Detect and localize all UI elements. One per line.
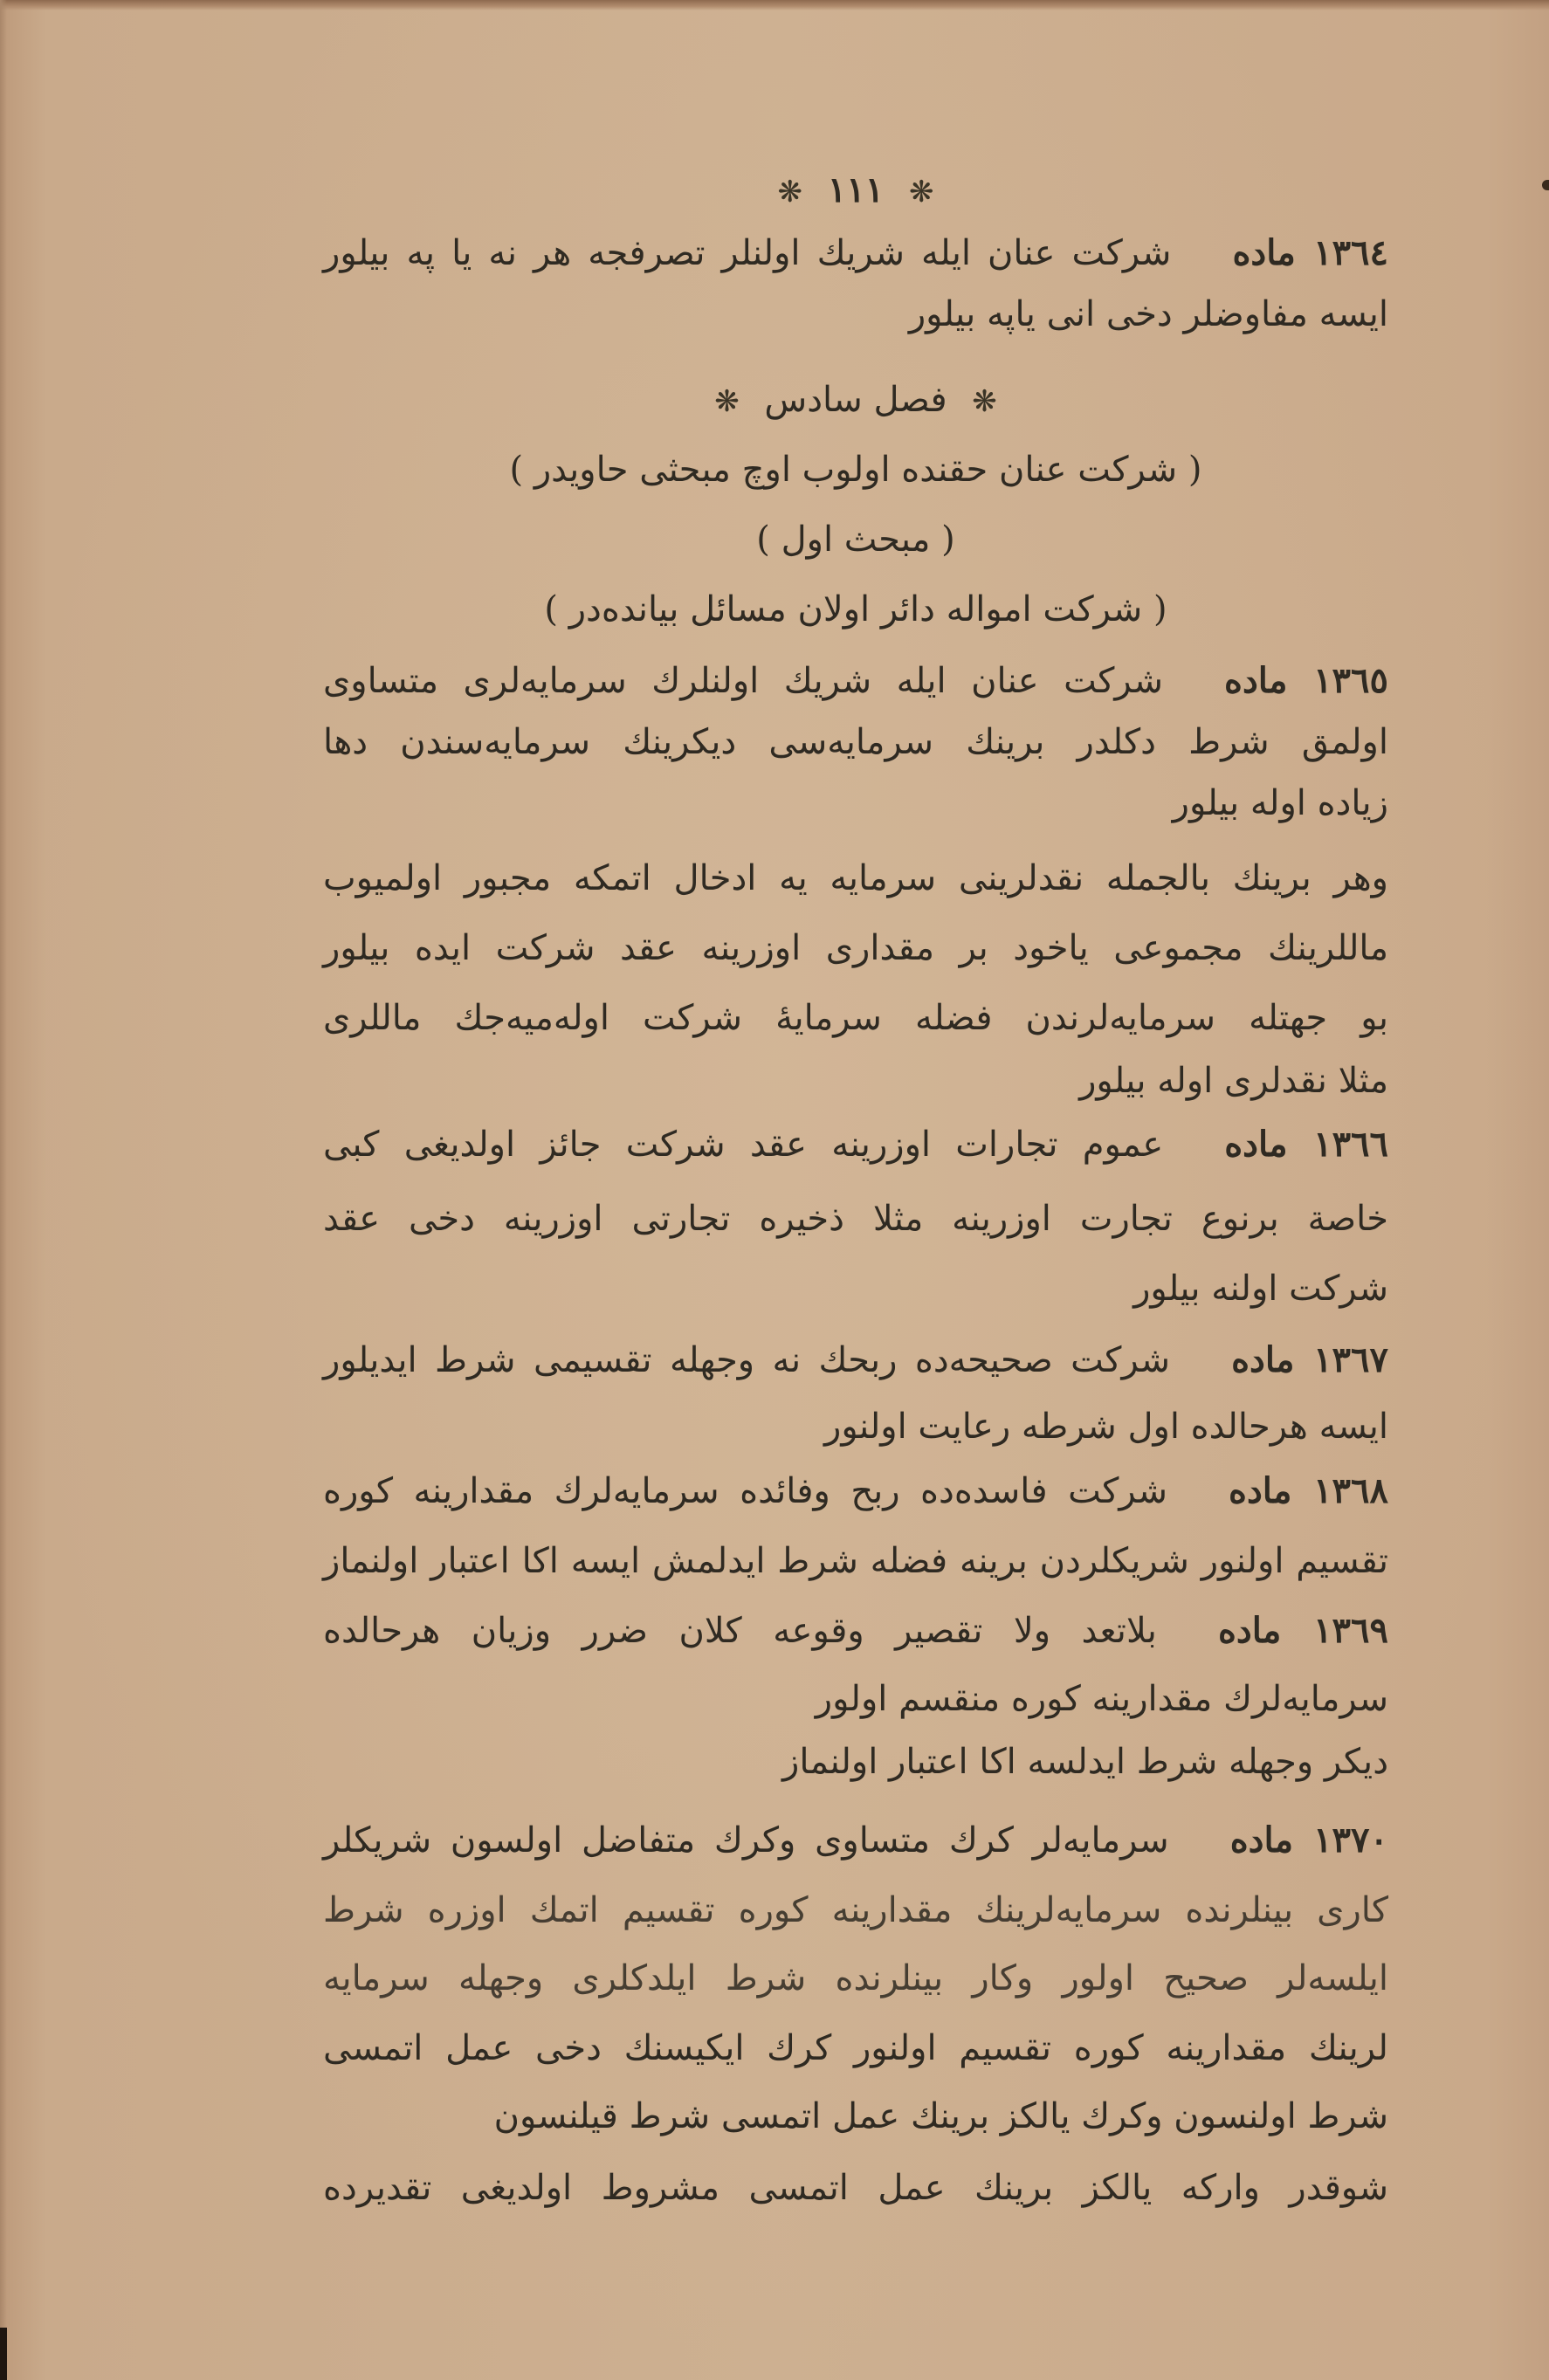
article-1368-line-1: ١٣٦٨ مادهشركت فاسده‌ده ربح وفائده سرمايه‌لرك مقدارينه كوره xyxy=(323,1470,1388,1511)
article-1365-line-6: بو جهتله سرمايه‌لرندن فضله سرمايهٔ شركت اوله‌ميه‌جك ماللرى xyxy=(323,998,1388,1038)
page-header xyxy=(323,166,1388,217)
article-number: ١٣٧٠ ماده xyxy=(1229,1819,1388,1861)
page-text xyxy=(323,0,1388,2380)
article-number: ١٣٦٧ ماده xyxy=(1231,1339,1388,1380)
article-1365-line-2: اولمق شرط دكلدر برينك سرمايه‌سى ديكرينك سرمايه‌سندن دها xyxy=(323,722,1388,762)
flower-ornament-icon: ❋ xyxy=(908,175,934,210)
page-number: ١١١ xyxy=(827,169,885,210)
flower-ornament-icon: ❋ xyxy=(777,175,803,210)
article-number: ١٣٦٤ ماده xyxy=(1232,232,1389,273)
page-edge-mark xyxy=(1542,180,1549,190)
article-1366-line-3: شركت اولنه بيلور xyxy=(1133,1269,1388,1309)
article-number: ١٣٦٦ ماده xyxy=(1224,1124,1389,1165)
article-number: ١٣٦٩ ماده xyxy=(1217,1610,1388,1651)
article-1364-line-1: ١٣٦٤ مادهشركت عنان ايله شريك اولنلر تصرفجه هر نه يا په بيلور xyxy=(323,232,1389,273)
article-1365-line-3: زياده اوله بيلور xyxy=(1172,783,1388,823)
article-1369-line-2: سرمايه‌لرك مقدارينه كوره منقسم اولور xyxy=(815,1679,1388,1719)
article-1366-line-2: خاصة برنوع تجارت اوزرينه مثلا ذخيره تجارتى اوزرينه دخى عقد xyxy=(323,1199,1388,1239)
article-1370-line-4: لرينك مقدارينه كوره تقسيم اولنور كرك ايكيسنك دخى عمل اتمسى xyxy=(323,2028,1388,2068)
section-title: ❋ فصل سادس ❋ xyxy=(323,375,1388,426)
section-subtitle: ( شركت عنان حقنده اولوب اوچ مبحثى حاويدر ) xyxy=(509,450,1202,490)
article-1365-line-5: ماللرينك مجموعى ياخود بر مقدارى اوزرينه عقد شركت ايده بيلور xyxy=(323,928,1388,968)
chapter-subtitle: ( شركت امواله دائر اولان مسائل بيانده‌در ) xyxy=(544,589,1167,629)
article-1370-line-2: كارى بينلرنده سرمايه‌لرينك مقدارينه كوره تقسيم اتمك اوزره شرط xyxy=(323,1890,1388,1930)
article-1367-line-1: ١٣٦٧ مادهشركت صحيحه‌ده ربحك نه وجهله تقسيمى شرط ايديلور xyxy=(323,1339,1388,1380)
flower-ornament-icon: ❋ xyxy=(972,384,997,419)
article-1366-line-1: ١٣٦٦ مادهعموم تجارات اوزرينه عقد شركت جائز اولديغى كبى xyxy=(323,1124,1389,1165)
article-1369-line-3: ديكر وجهله شرط ايدلسه اكا اعتبار اولنماز xyxy=(782,1742,1388,1782)
article-1365-line-1: ١٣٦٥ مادهشركت عنان ايله شريك اولنلرك سرمايه‌لرى متساوى xyxy=(323,660,1388,701)
article-number: ١٣٦٨ ماده xyxy=(1228,1470,1388,1511)
article-1368-line-2: تقسيم اولنور شريكلردن برينه فضله شرط ايدلمش ايسه اكا اعتبار اولنماز xyxy=(323,1541,1388,1581)
article-1369-line-1: ١٣٦٩ مادهبلاتعد ولا تقصير وقوعه كلان ضرر وزيان هرحالده xyxy=(323,1610,1388,1651)
flower-ornament-icon: ❋ xyxy=(714,384,740,419)
article-1365-line-7: مثلا نقدلرى اوله بيلور xyxy=(1079,1061,1388,1101)
article-1367-line-2: ايسه هرحالده اول شرطه رعايت اولنور xyxy=(824,1407,1388,1447)
article-1370-line-5: شرط اولنسون وكرك يالكز برينك عمل اتمسى شرط قيلنسون xyxy=(493,2096,1388,2136)
article-1370-line-3: ايلسه‌لر صحيح اولور وكار بينلرنده شرط ايلدكلرى وجهله سرمايه xyxy=(323,1958,1388,1998)
article-1365-line-4: وهر برينك بالجمله نقدلرينى سرمايه يه ادخال اتمكه مجبور اولميوب xyxy=(323,858,1388,898)
article-number: ١٣٦٥ ماده xyxy=(1223,660,1388,701)
chapter-heading: ( مبحث اول ) xyxy=(756,519,955,560)
article-1370-line-6: شوقدر واركه يالكز برينك عمل اتمسى مشروط اولديغى تقديرده xyxy=(323,2168,1388,2208)
article-1364-line-2: ايسه مفاوضلر دخى انى ياپه بيلور xyxy=(908,294,1388,334)
page-left-edge xyxy=(0,0,7,2380)
article-1370-line-1: ١٣٧٠ مادهسرمايه‌لر كرك متساوى وكرك متفاضل اولسون شريكلر xyxy=(323,1819,1388,1861)
page-corner-shadow xyxy=(0,2328,7,2380)
